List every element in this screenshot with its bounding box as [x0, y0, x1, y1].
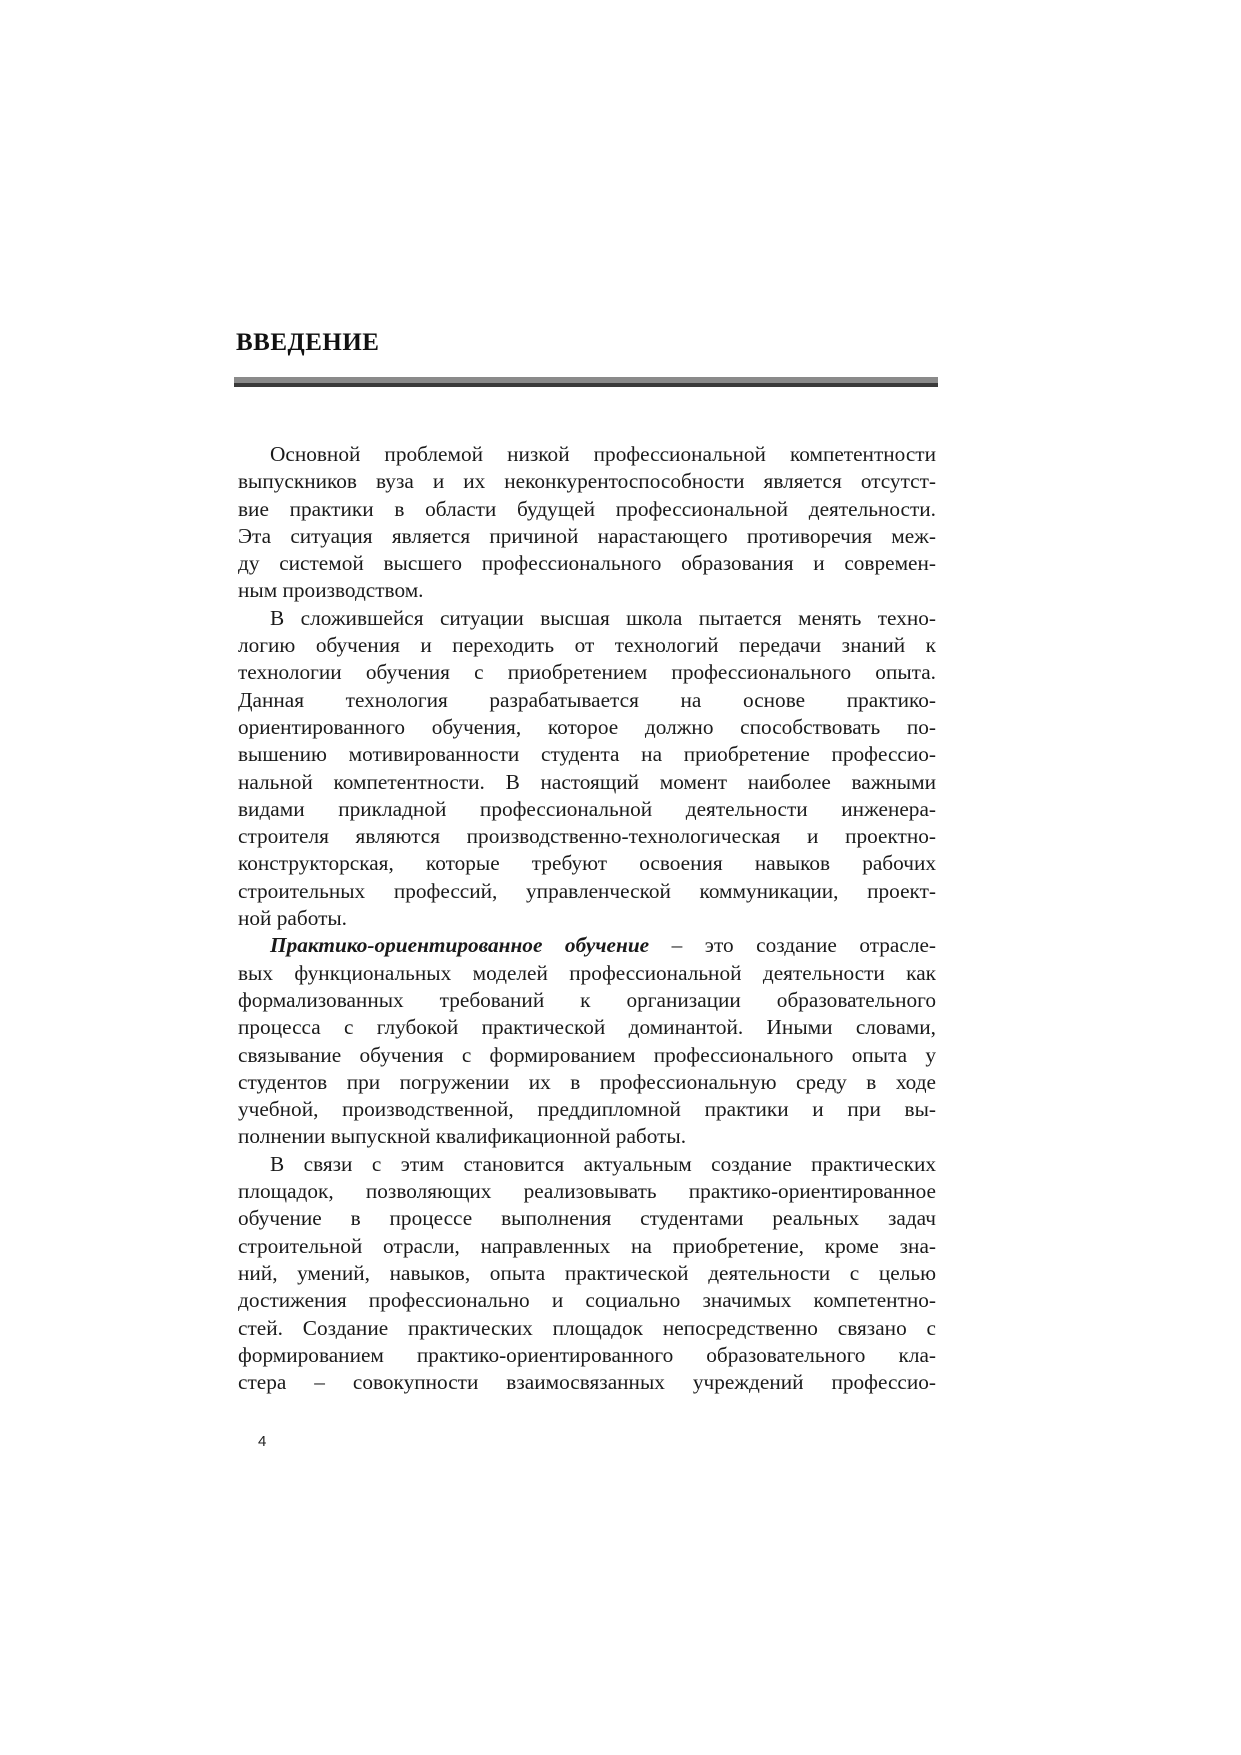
text-line: Основной проблемой низкой профессиональной компетентности	[270, 442, 936, 466]
page-number: 4	[258, 1433, 267, 1450]
text-line: обучение в процессе выполнения студентами реальных задач	[238, 1206, 936, 1231]
text-line: конструкторская, которые требуют освоения навыков рабочих	[238, 851, 936, 876]
text-line: ориентированного обучения, которое должно способствовать по-	[238, 714, 936, 739]
text-line: формализованных требований к организации образовательного	[238, 987, 936, 1012]
text-line: вие практики в области будущей профессиональной деятельности.	[238, 496, 936, 521]
text-line: ной работы.	[238, 906, 348, 931]
text-line: процесса с глубокой практической доминантой. Иными словами,	[238, 1015, 936, 1040]
text-line: вышению мотивированности студента на приобретение профессио-	[238, 742, 936, 767]
text-line: строительной отрасли, направленных на приобретение, кроме зна-	[238, 1233, 936, 1258]
text-line: ным производством.	[238, 578, 424, 603]
text-line: стей. Создание практических площадок непосредственно связано с	[238, 1315, 936, 1340]
text-line: Данная технология разрабатывается на основе практико-	[238, 687, 936, 712]
text-line: логию обучения и переходить от технологий передачи знаний к	[238, 633, 936, 658]
text-line: достижения профессионально и социально значимых компетентно-	[238, 1288, 936, 1313]
text-line: видами прикладной профессиональной деятельности инженера-	[238, 796, 936, 821]
body-text	[238, 441, 936, 1396]
text-line: стера – совокупности взаимосвязанных учреждений профессио-	[238, 1370, 936, 1395]
text-line: площадок, позволяющих реализовывать практико-ориентированное	[238, 1179, 936, 1204]
text-line: ний, умений, навыков, опыта практической деятельности с целью	[238, 1260, 936, 1285]
text-line: В сложившейся ситуации высшая школа пытается менять техно-	[270, 605, 936, 630]
heading-rule	[234, 377, 938, 387]
chapter-heading: ВВЕДЕНИЕ	[236, 329, 380, 356]
text-line: Эта ситуация является причиной нарастающего противоречия меж-	[238, 523, 936, 548]
text-line: технологии обучения с приобретением профессионального опыта.	[238, 660, 936, 685]
text-line	[238, 932, 936, 959]
term-definition-start: – это создание отрасле-	[649, 933, 936, 958]
text-line: формированием практико-ориентированного образовательного кла-	[238, 1342, 936, 1367]
text-line: ду системой высшего профессионального образования и современ-	[238, 551, 936, 576]
text-line: полнении выпускной квалификационной работы.	[238, 1124, 687, 1149]
text-line: студентов при погружении их в профессиональную среду в ходе	[238, 1069, 936, 1094]
text-line: строительных профессий, управленческой коммуникации, проект-	[238, 878, 936, 903]
text-line: строителя являются производственно-технологическая и проектно-	[238, 824, 936, 849]
text-line: нальной компетентности. В настоящий момент наиболее важными	[238, 769, 936, 794]
defined-term: Практико-ориентированное обучение	[270, 933, 650, 958]
text-line: выпускников вуза и их неконкурентоспособности является отсутст-	[238, 469, 936, 494]
text-line: вых функциональных моделей профессиональной деятельности как	[238, 960, 936, 985]
text-line: учебной, производственной, преддипломной практики и при вы-	[238, 1097, 936, 1122]
text-line: В связи с этим становится актуальным создание практических	[270, 1151, 936, 1176]
text-line: связывание обучения с формированием профессионального опыта у	[238, 1042, 936, 1067]
